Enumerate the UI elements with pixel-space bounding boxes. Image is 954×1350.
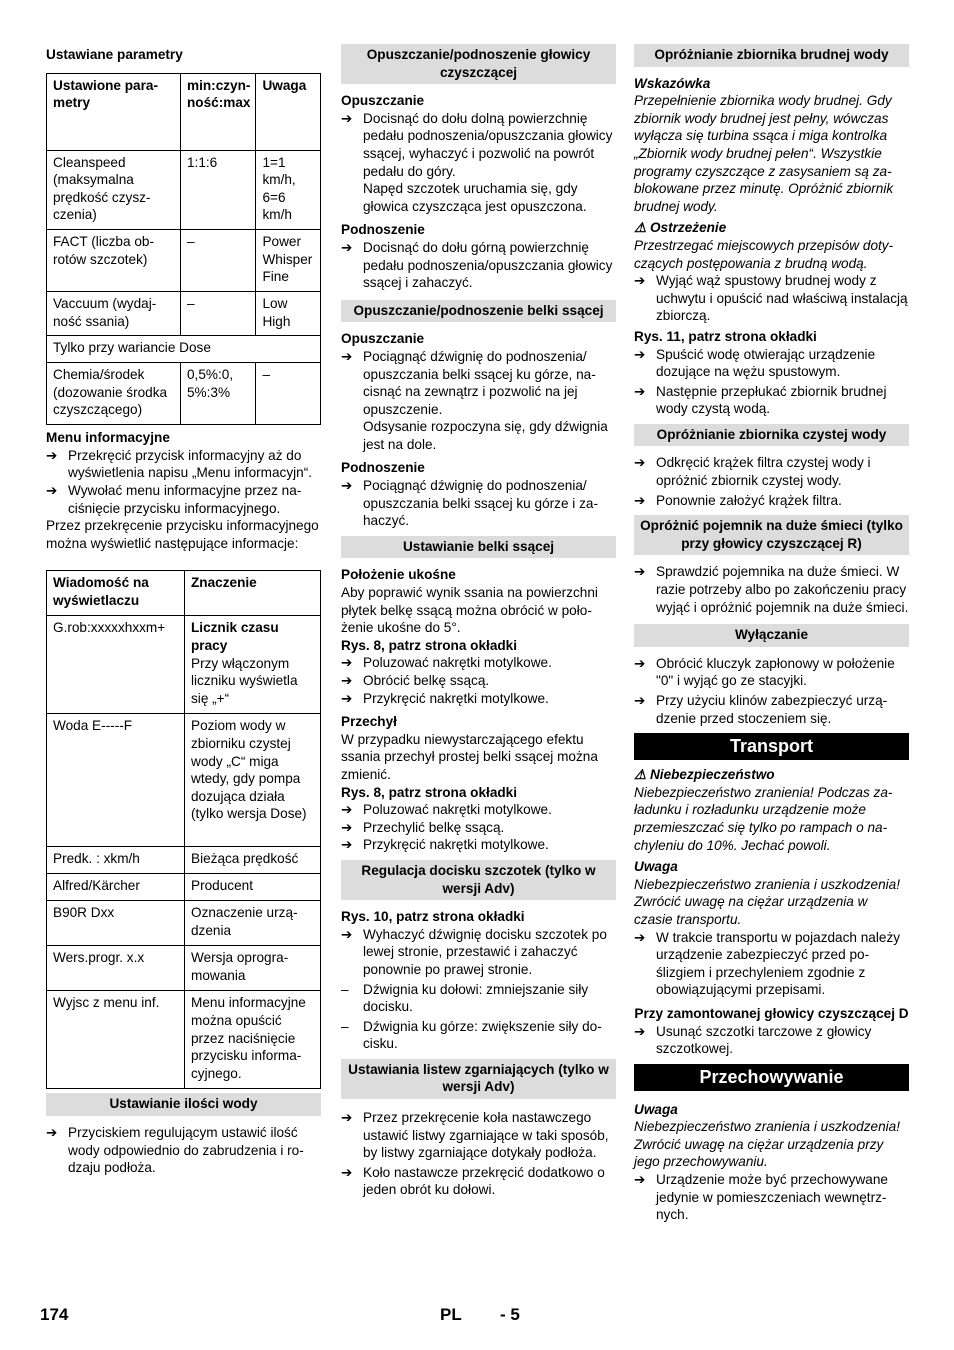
step <box>634 492 909 510</box>
arrow-icon: ➔ <box>341 655 353 671</box>
caution-heading: Uwaga <box>634 859 678 875</box>
arrow-icon: ➔ <box>341 926 353 942</box>
step <box>634 346 909 381</box>
section-heading-squeegee-adjust: Ustawianie belki ssącej <box>341 536 616 559</box>
subheading: Opuszczanie <box>341 93 425 109</box>
section-heading-shutdown: Wyłączanie <box>634 624 909 647</box>
paragraph: Aby poprawić wynik ssania na powierzchni płytek belkę ssącą można obrócić w położenie ukośne do 5°. <box>341 585 598 636</box>
step <box>341 1109 616 1162</box>
arrow-icon: ➔ <box>341 802 353 818</box>
arrow-icon: ➔ <box>341 1110 353 1126</box>
arrow-icon: ➔ <box>634 564 646 580</box>
step <box>341 477 616 530</box>
note-text: Przepełnienie zbiornika wody brudnej. Gdy zbiornik wody brudnej jest pełny, wówczas wyłącza się turbina ssąca i miga kontrolka „Zbiornik wody brudnej pełen“. Wszystkie programy czyszczące z zasysaniem są zablokowane przez minutę. Opróżnić zbiornik brudnej wody. <box>634 93 894 214</box>
table-cell: – <box>256 363 321 425</box>
section-heading-water: Ustawianie ilości wody <box>46 1093 321 1116</box>
step-text: Poluzować nakrętki motylkowe. <box>363 802 552 818</box>
arrow-icon: ➔ <box>634 929 646 945</box>
language-code: PL <box>440 1305 462 1324</box>
step <box>634 929 909 999</box>
section-heading-dirty-water: Opróżnianie zbiornika brudnej wody <box>634 44 909 67</box>
subheading: Położenie ukośne <box>341 567 456 583</box>
result-text: Napęd szczotek uruchamia się, gdy głowica czyszcząca jest opuszczona. <box>363 181 587 214</box>
table-cell: FACT (liczba obrotów szczotek) <box>47 229 181 291</box>
arrow-icon: ➔ <box>634 346 646 362</box>
section-heading-clean-water: Opróżnianie zbiornika czystej wody <box>634 424 909 447</box>
step <box>634 1023 909 1058</box>
dash-item <box>341 981 616 1016</box>
table-cell: 1=1 km/h, 6=6 km/h <box>256 150 321 229</box>
column-3 <box>634 44 909 1224</box>
step <box>46 1124 321 1177</box>
table-cell: Predk. : xkm/h <box>47 847 185 874</box>
step-text: Przykręcić nakrętki motylkowe. <box>363 690 549 706</box>
caution-heading: Uwaga <box>634 1101 678 1117</box>
table-cell: 0,5%:0, 5%:3% <box>181 363 256 425</box>
warning-icon: ⚠ <box>634 220 647 236</box>
figure-ref: Rys. 8, patrz strona okładki <box>341 784 518 800</box>
table-cell: Chemia/środek (dozowanie środka czyszczącego) <box>47 363 181 425</box>
section-page-text: - 5 <box>500 1305 520 1324</box>
step <box>341 110 616 180</box>
step <box>46 482 321 517</box>
arrow-icon: ➔ <box>341 690 353 706</box>
step <box>341 836 616 854</box>
arrow-icon: ➔ <box>634 693 646 708</box>
info-text: Przez przekręcenie przycisku informacyjnego można wyświetlić następujące informacje: <box>46 518 319 551</box>
step <box>341 801 616 819</box>
table-header: min:czynność:max <box>181 73 256 150</box>
step <box>341 672 616 690</box>
table-cell: – <box>181 229 256 291</box>
step-text: Przechylić belkę ssącą. <box>363 819 505 835</box>
table-cell: Poziom wody w zbiorniku czystej wody „C“ miga wtedy, gdy pompa dozująca działa (tylko wersja Dose) <box>185 714 321 847</box>
step-text: Koło nastawcze przekręcić dodatkowo o jeden obrót ku dołowi. <box>363 1164 605 1198</box>
arrow-icon: ➔ <box>46 1124 58 1140</box>
section-heading-scraper-strips: Ustawiania listew zgarniających (tylko w wersji Adv) <box>341 1059 616 1099</box>
step <box>341 654 616 672</box>
step <box>341 1164 616 1199</box>
subheading-mounted-head: Przy zamontowanej głowicy czyszczącej D <box>634 1005 909 1021</box>
arrow-icon: ➔ <box>341 837 353 853</box>
table-cell: G.rob:xxxxxhxxm+ <box>47 616 185 714</box>
step-text: Obrócić kluczyk zapłonowy w położenie "0" i wyjąć go ze stacyjki. <box>656 655 895 689</box>
step <box>634 1171 909 1224</box>
step <box>634 272 909 325</box>
dash-bullet: – <box>341 1018 349 1034</box>
arrow-icon: ➔ <box>46 482 58 498</box>
cell-title: Licznik czasu pracy <box>191 620 279 653</box>
section-page-number <box>500 1306 520 1324</box>
step-text: Przy użyciu klinów zabezpieczyć urządzenie przed stoczeniem się. <box>656 693 888 726</box>
table-cell: B90R Dxx <box>47 901 185 946</box>
cell-text: Przy włączonym liczniku wyświetla się „+“ <box>191 655 298 706</box>
paragraph: W przypadku niewystarczającego efektu ssania przechył prostej belki ssącej można zmienić. <box>341 731 598 782</box>
arrow-icon: ➔ <box>634 492 646 508</box>
step <box>341 690 616 708</box>
table-span-cell: Tylko przy wariancie Dose <box>47 336 321 363</box>
table-cell: Woda E-----F <box>47 714 185 847</box>
arrow-icon: ➔ <box>634 383 646 399</box>
step-text: Docisnąć do dołu dolną powierzchnię pedału podnoszenia/opuszczania głowicy ssącej, wyhaczyć i pozwolić na powrót pedału do góry. <box>363 110 613 179</box>
arrow-icon: ➔ <box>634 273 646 289</box>
step-text: Przez przekręcenie koła nastawczego ustawić listwy zgarniające w taki sposób, by listwy zgarniające dotykały podłoża. <box>363 1110 609 1161</box>
params-table <box>46 73 321 426</box>
step-text: Ponownie założyć krążek filtra. <box>656 492 842 508</box>
step-text: Wyjąć wąż spustowy brudnej wody z uchwytu i opuścić nad właściwą instalacją zbiorczą. <box>656 273 908 324</box>
figure-ref: Rys. 11, patrz strona okładki <box>634 328 817 344</box>
step <box>634 655 909 690</box>
table-header: Uwaga <box>256 73 321 150</box>
table-cell: Wyjsc z menu inf. <box>47 991 185 1089</box>
table-header: Wiadomość na wyświetlaczu <box>47 571 185 616</box>
section-heading-squeegee-lift: Opuszczanie/podnoszenie belki ssącej <box>341 300 616 323</box>
step <box>634 383 909 418</box>
subheading: Opuszczanie <box>341 331 425 347</box>
table-cell: Oznaczenie urządzenia <box>185 901 321 946</box>
section-heading-info-menu: Menu informacyjne <box>46 430 170 446</box>
arrow-icon: ➔ <box>46 447 58 463</box>
arrow-icon: ➔ <box>341 239 353 255</box>
table-cell: Menu informacyjne można opuścić przez naciśnięcie przycisku informacyjnego. <box>185 991 321 1089</box>
note-heading: Wskazówka <box>634 75 711 91</box>
step-text: Przekręcić przycisk informacyjny aż do wyświetlenia napisu „Menu informacyjn“. <box>68 447 313 481</box>
table-cell: Wersja oprogramowania <box>185 946 321 991</box>
figure-ref: Rys. 10, patrz strona okładki <box>341 909 525 925</box>
warning-text: Przestrzegać miejscowych przepisów dotyczących postępowania z brudną wodą. <box>634 237 894 271</box>
table-cell: Alfred/Kärcher <box>47 874 185 901</box>
section-heading-params: Ustawiane parametry <box>46 47 183 62</box>
table-cell: Vaccuum (wydajność ssania) <box>47 291 181 335</box>
arrow-icon: ➔ <box>341 348 353 364</box>
step-text: Pociągnąć dźwignię do podnoszenia/ opuszczania belki ssącej ku górze, nacisnąć na zewnątrz i pozwolić na jej opuszczenie. <box>363 348 596 417</box>
danger-heading <box>634 766 909 784</box>
warning-heading-text: Ostrzeżenie <box>649 220 727 236</box>
table-cell: – <box>181 291 256 335</box>
table-header: Znaczenie <box>185 571 321 616</box>
arrow-icon: ➔ <box>341 110 353 126</box>
arrow-icon: ➔ <box>341 673 353 688</box>
step <box>634 454 909 489</box>
table-cell: Power Whisper Fine <box>256 229 321 291</box>
table-cell: Producent <box>185 874 321 901</box>
arrow-icon: ➔ <box>634 1172 646 1188</box>
dash-bullet: – <box>341 981 349 997</box>
danger-heading-text: Niebezpieczeństwo <box>649 767 775 783</box>
table-cell: Cleanspeed (maksymalna prędkość czyszczenia) <box>47 150 181 229</box>
column-1 <box>46 44 321 1177</box>
figure-ref: Rys. 8, patrz strona okładki <box>341 637 518 653</box>
step-text: Obrócić belkę ssącą. <box>363 673 490 688</box>
table-header: Ustawione parametry <box>47 73 181 150</box>
step-text: Następnie przepłukać zbiornik brudnej wody czystą wodą. <box>656 383 887 417</box>
step <box>341 239 616 292</box>
step <box>634 692 909 727</box>
table-cell <box>185 616 321 714</box>
warning-heading <box>634 219 909 237</box>
caution-text: Niebezpieczeństwo zranienia i uszkodzenia! Zwrócić uwagę na ciężar urządzenia przy jego przechowywaniu. <box>634 1119 900 1170</box>
step <box>341 926 616 979</box>
arrow-icon: ➔ <box>634 655 646 671</box>
subheading: Podnoszenie <box>341 222 425 238</box>
warning-icon: ⚠ <box>634 767 647 783</box>
section-heading-brush-pressure: Regulacja docisku szczotek (tylko w wersji Adv) <box>341 860 616 900</box>
subheading: Przechył <box>341 714 397 730</box>
danger-text: Niebezpieczeństwo zranienia! Podczas załadunku i rozładunku urządzenie może przemieszczać się tylko po rampach o nachyleniu do 10%. Jechać powoli. <box>634 784 893 853</box>
step-text: W trakcie transportu w pojazdach należy urządzenie zabezpieczyć przed poślizgiem i przechyleniem zgodnie z obowiązującymi przepisami. <box>656 929 901 998</box>
table-cell: Wers.progr. x.x <box>47 946 185 991</box>
arrow-icon: ➔ <box>341 478 353 494</box>
section-heading-debris-container: Opróżnić pojemnik na duże śmieci (tylko przy głowicy czyszczącej R) <box>634 515 909 555</box>
step-text: Pociągnąć dźwignię do podnoszenia/ opuszczania belki ssącej ku górze i zahaczyć. <box>363 478 598 529</box>
step-text: Docisnąć do dołu górną powierzchnię pedału podnoszenia/opuszczania głowicy ssącej i zahaczyć. <box>363 239 613 291</box>
table-cell: 1:1:6 <box>181 150 256 229</box>
table-cell: Low High <box>256 291 321 335</box>
table-cell: Bieżąca prędkość <box>185 847 321 874</box>
step-text: Spuścić wodę otwierając urządzenie dozujące na wężu spustowym. <box>656 346 876 380</box>
caution-text: Niebezpieczeństwo zranienia i uszkodzenia! Zwrócić uwagę na ciężar urządzenia w czasie transportu. <box>634 876 900 927</box>
arrow-icon: ➔ <box>341 1164 353 1180</box>
step-text: Przykręcić nakrętki motylkowe. <box>363 837 549 853</box>
step-text: Wywołać menu informacyjne przez naciśnięcie przycisku informacyjnego. <box>68 482 302 516</box>
dash-item <box>341 1018 616 1053</box>
step-text: Poluzować nakrętki motylkowe. <box>363 655 552 671</box>
result-text: Odsysanie rozpoczyna się, gdy dźwignia jest na dole. <box>363 419 608 452</box>
step <box>46 447 321 482</box>
step-text: Usunąć szczotki tarczowe z głowicy szczotkowej. <box>656 1023 872 1057</box>
step-text: Sprawdzić pojemnika na duże śmieci. W razie potrzeby albo po zakończeniu pracy wyjąć i opróżnić pojemnik na duże śmieci. <box>656 564 909 615</box>
dash-text: Dźwignia ku dołowi: zmniejszanie siły docisku. <box>363 981 589 1015</box>
subheading: Podnoszenie <box>341 460 425 476</box>
column-2 <box>341 44 616 1199</box>
step-text: Przyciskiem regulującym ustawić ilość wody odpowiednio do zabrudzenia i rodzaju podłoża. <box>68 1124 304 1176</box>
step-text: Urządzenie może być przechowywane jedynie w pomieszczeniach wewnętrznych. <box>656 1172 888 1223</box>
step-text: Wyhaczyć dźwignię docisku szczotek po lewej stronie, przestawić i zahaczyć ponownie po prawej stronie. <box>363 926 607 977</box>
step <box>634 563 909 616</box>
step-text: Odkręcić krążek filtra czystej wody i opróżnić zbiornik czystej wody. <box>656 455 871 489</box>
message-table <box>46 570 321 1089</box>
step <box>341 348 616 418</box>
chapter-heading-transport: Transport <box>634 733 909 760</box>
arrow-icon: ➔ <box>634 1023 646 1039</box>
arrow-icon: ➔ <box>341 819 353 835</box>
section-heading-head-lift: Opuszczanie/podnoszenie głowicy czyszczącej <box>341 44 616 84</box>
step <box>341 819 616 837</box>
chapter-heading-storage: Przechowywanie <box>634 1064 909 1091</box>
page-number: 174 <box>40 1305 69 1324</box>
arrow-icon: ➔ <box>634 455 646 471</box>
dash-text: Dźwignia ku górze: zwiększenie siły docisku. <box>363 1018 602 1052</box>
